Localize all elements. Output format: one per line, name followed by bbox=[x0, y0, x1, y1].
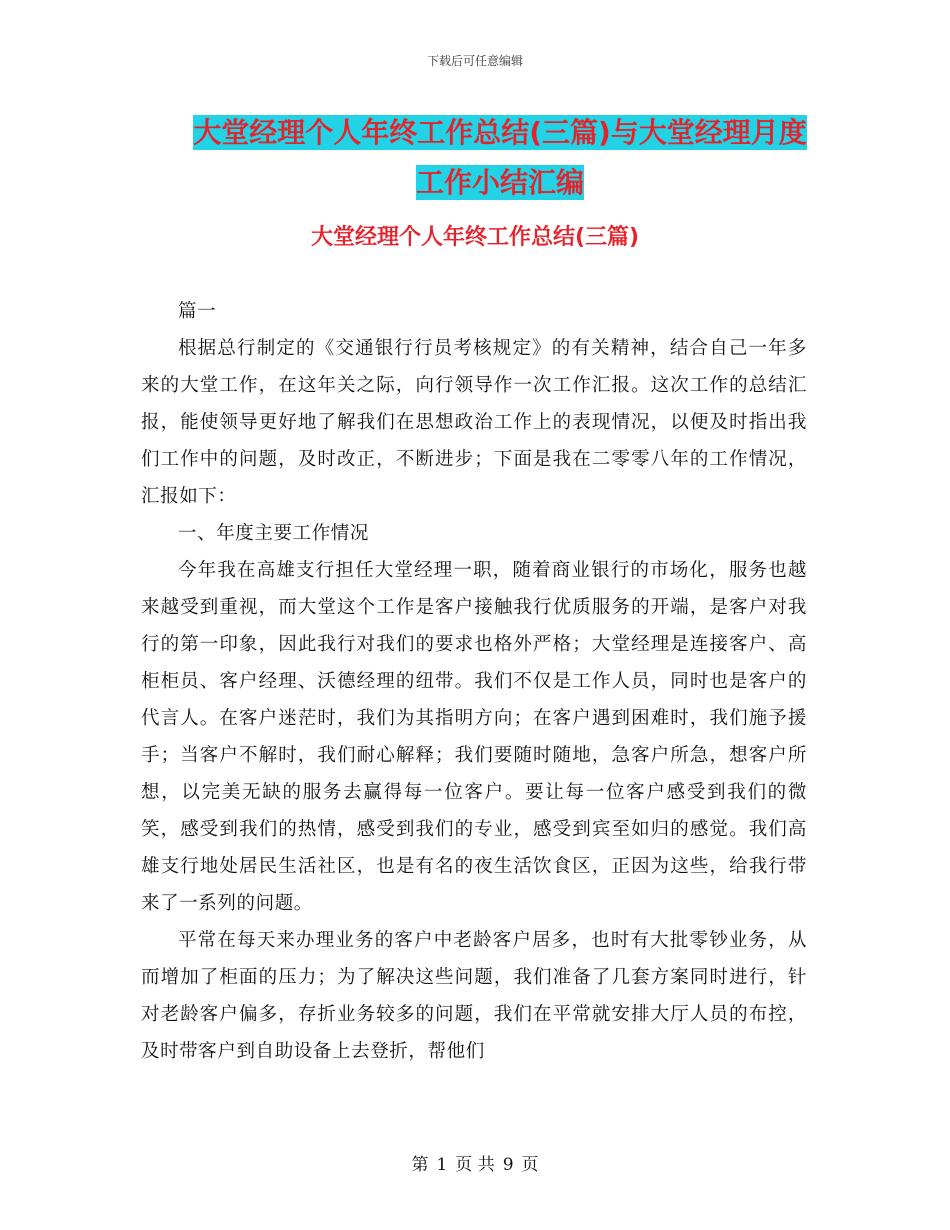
footer-prefix: 第 bbox=[411, 1155, 429, 1175]
footer-suffix: 页 bbox=[521, 1155, 539, 1175]
document-title-text: 大堂经理个人年终工作总结(三篇)与大堂经理月度工作小结汇编 bbox=[193, 116, 807, 199]
document-body bbox=[141, 293, 807, 1070]
paragraph: 今年我在高雄支行担任大堂经理一职，随着商业银行的市场化，服务也越来越受到重视，而大堂这个工作是客户接触我行优质服务的开端，是客户对我行的第一印象，因此我行对我们的要求也格外严格；大堂经理是连接客户、高柜柜员、客户经理、沃德经理的纽带。我们不仅是工作人员，同时也是客户的代言人。在客户迷茫时，我们为其指明方向；在客户遇到困难时，我们施予援手；当客户不解时，我们耐心解释；我们要随时随地，急客户所急，想客户所想，以完美无缺的服务去赢得每一位客户。要让每一位客户感受到我们的微笑，感受到我们的热情，感受到我们的专业，感受到宾至如归的感觉。我们高雄支行地处居民生活社区，也是有名的夜生活饮食区，正因为这些，给我行带来了一系列的问题。 bbox=[141, 560, 807, 914]
header-note: 下载后可任意编辑 bbox=[426, 54, 523, 68]
paragraph-section-heading: 一、年度主要工作情况 bbox=[178, 523, 370, 544]
paragraph-part-heading: 篇一 bbox=[178, 301, 217, 322]
paragraph: 根据总行制定的《交通银行行员考核规定》的有关精神，结合自己一年多来的大堂工作，在这年关之际，向行领导作一次工作汇报。这次工作的总结汇报，能使领导更好地了解我们在思想政治工作上的表现情况，以便及时指出我们工作中的问题，及时改正，不断进步；下面是我在二零零八年的工作情况，汇报如下： bbox=[141, 338, 807, 507]
page-footer bbox=[0, 1150, 950, 1175]
paragraph: 平常在每天来办理业务的客户中老龄客户居多，也时有大批零钞业务，从而增加了柜面的压力；为了解决这些问题，我们准备了几套方案同时进行，针对老龄客户偏多，存折业务较多的问题，我们在平常就安排大厅人员的布控，及时带客户到自助设备上去登折，帮他们 bbox=[141, 930, 807, 1062]
footer-total-pages: 9 bbox=[502, 1155, 514, 1175]
section-title: 大堂经理个人年终工作总结(三篇) bbox=[310, 225, 640, 250]
footer-page-number: 1 bbox=[436, 1155, 448, 1175]
document-title bbox=[190, 108, 810, 208]
footer-middle: 页 共 bbox=[455, 1155, 495, 1175]
